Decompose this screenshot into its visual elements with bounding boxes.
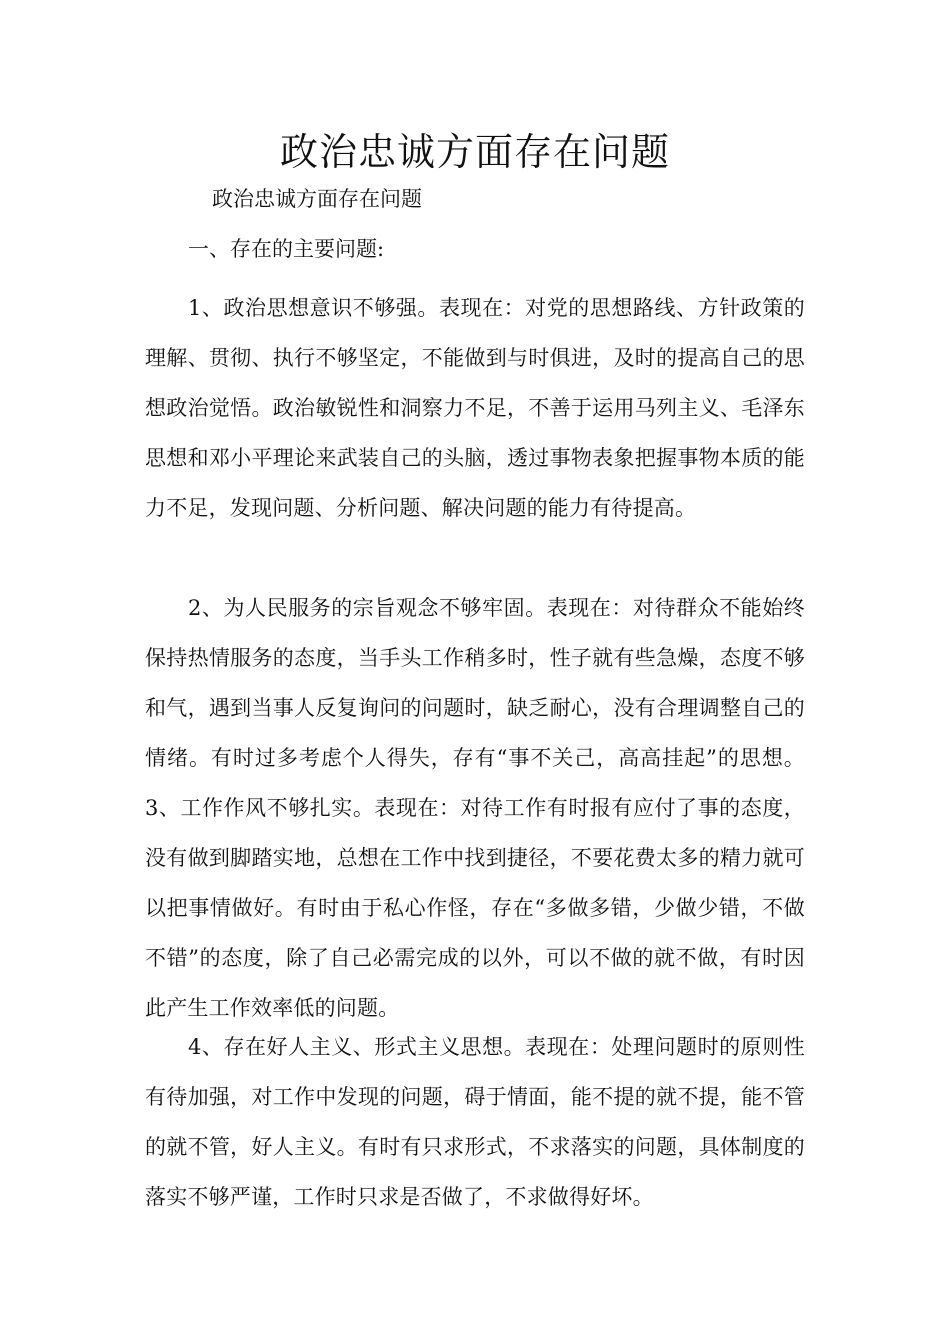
paragraph-1: 1、政治思想意识不够强。表现在：对党的思想路线、方针政策的理解、贯彻、执行不够坚定，不能做到与时俱进，及时的提高自己的思想政治觉悟。政治敏锐性和洞察力不足，不善于运用马列主义、毛泽东思想和邓小平理论来武装自己的头脑，透过事物表象把握事物本质的能力不足，发现问题、分析问题、解决问题的能力有待提高。 [145,296,805,520]
document-subtitle: 政治忠诚方面存在问题 [212,187,422,211]
document-title: 政治忠诚方面存在问题 [279,130,670,174]
section-heading: 一、存在的主要问题: [188,237,385,261]
paragraph-2: 2、为人民服务的宗旨观念不够牢固。表现在：对待群众不能始终保持热情服务的态度，当手头工作稍多时，性子就有些急燥，态度不够和气，遇到当事人反复询问的问题时，缺乏耐心，没有合理调整自己的情绪。有时过多考虑个人得失，存有“事不关己，高高挂起”的思想。3、工作作风不够扎实。表现在：对待工作有时报有应付了事的态度，没有做到脚踏实地，总想在工作中找到捷径，不要花费太多的精力就可以把事情做好。有时由于私心作怪，存在“多做多错，少做少错，不做不错”的态度，除了自己必需完成的以外，可以不做的就不做，有时因此产生工作效率低的问题。 [145,596,805,1020]
paragraph-3: 4、存在好人主义、形式主义思想。表现在：处理问题时的原则性有待加强，对工作中发现的问题，碍于情面，能不提的就不提，能不管的就不管，好人主义。有时有只求形式，不求落实的问题，具体制度的落实不够严谨，工作时只求是否做了，不求做得好坏。 [145,1035,805,1209]
